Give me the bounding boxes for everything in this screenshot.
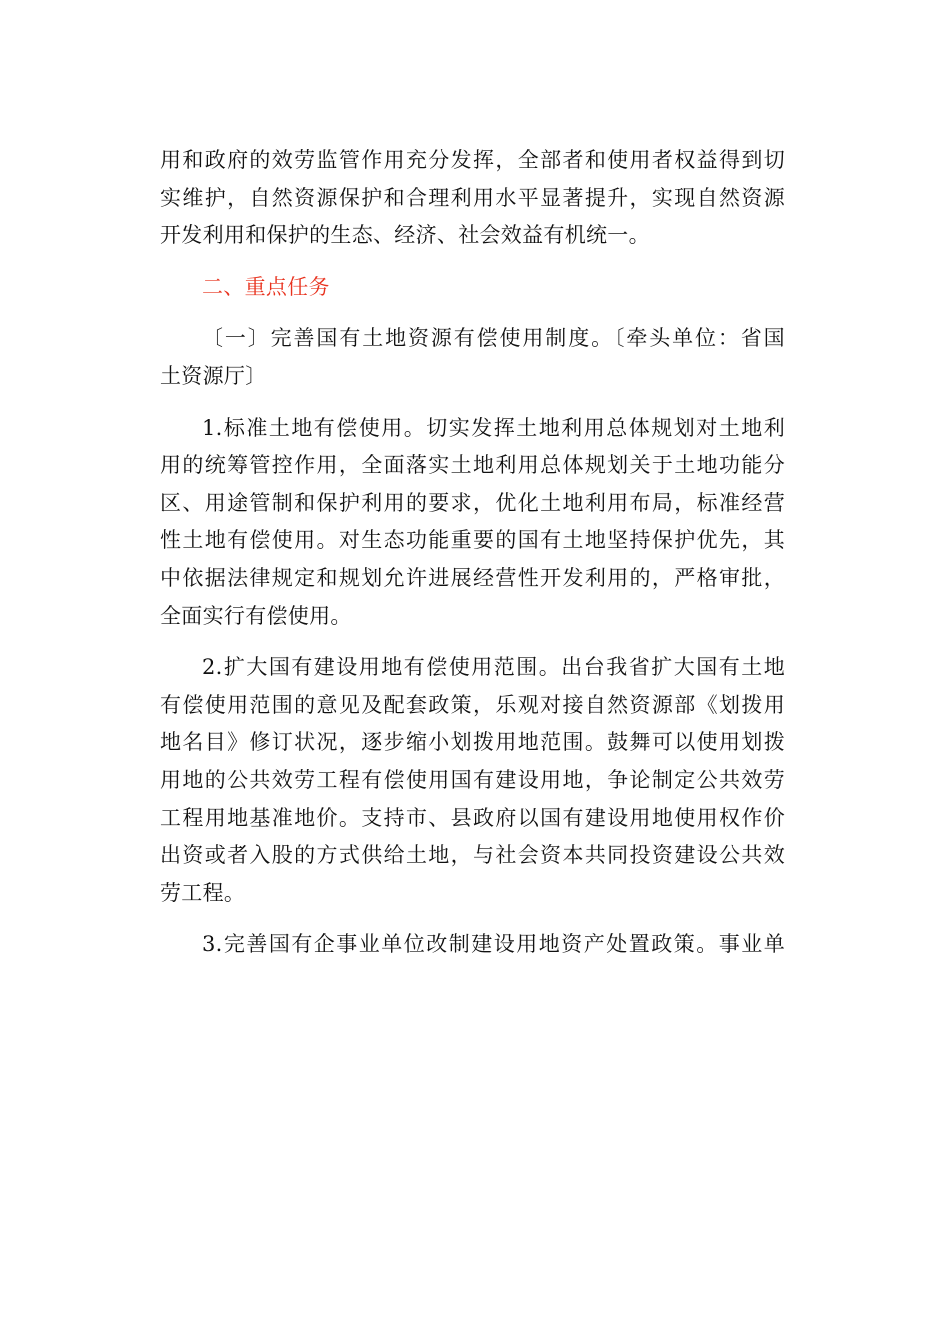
paragraph-line: 3.完善国有企事业单位改制建设用地资产处置政策。事业单 [202,932,785,957]
item-2-paragraph [160,649,785,912]
paragraph-line: 区、用途管制和保护利用的要求，优化土地利用布局，标准经营 [160,490,785,515]
paragraph-line: 劳工程。 [160,880,246,905]
section-heading-block [160,269,785,307]
paragraph-line: 出资或者入股的方式供给土地，与社会资本共同投资建设公共效 [160,843,785,868]
paragraph-line: 用和政府的效劳监管作用充分发挥，全部者和使用者权益得到切 [160,148,785,172]
document-body [160,142,785,964]
paragraph-line: 〔一〕完善国有土地资源有偿使用制度。〔牵头单位：省国 [202,326,785,351]
paragraph-line: 1.标准土地有偿使用。切实发挥土地利用总体规划对土地利 [202,415,785,440]
paragraph-line: 有偿使用范围的意见及配套政策，乐观对接自然资源部《划拨用 [160,692,785,717]
subsection-title-paragraph [160,320,785,395]
paragraph-line: 用的统筹管控作用，全面落实土地利用总体规划关于土地功能分 [160,453,785,478]
paragraph-line: 中依据法律规定和规划允许进展经营性开发利用的，严格审批， [160,565,785,590]
intro-paragraph [160,142,785,255]
paragraph-line: 实维护，自然资源保护和合理利用水平显著提升，实现自然资源 [160,185,785,210]
paragraph-line: 性土地有偿使用。对生态功能重要的国有土地坚持保护优先，其 [160,528,785,553]
paragraph-line: 工程用地基准地价。支持市、县政府以国有建设用地使用权作价 [160,805,785,830]
item-1-paragraph [160,410,785,636]
section-heading: 二、重点任务 [202,274,330,299]
paragraph-line: 地名目》修订状况，逐步缩小划拨用地范围。鼓舞可以使用划拨 [160,730,785,755]
paragraph-line: 用地的公共效劳工程有偿使用国有建设用地，争论制定公共效劳 [160,767,785,792]
paragraph-line: 土资源厅〕 [160,363,267,388]
paragraph-line: 开发利用和保护的生态、经济、社会效益有机统一。 [160,223,650,248]
paragraph-line: 2.扩大国有建设用地有偿使用范围。出台我省扩大国有土地 [202,655,785,680]
item-3-paragraph [160,926,785,964]
paragraph-line: 全面实行有偿使用。 [160,603,352,628]
